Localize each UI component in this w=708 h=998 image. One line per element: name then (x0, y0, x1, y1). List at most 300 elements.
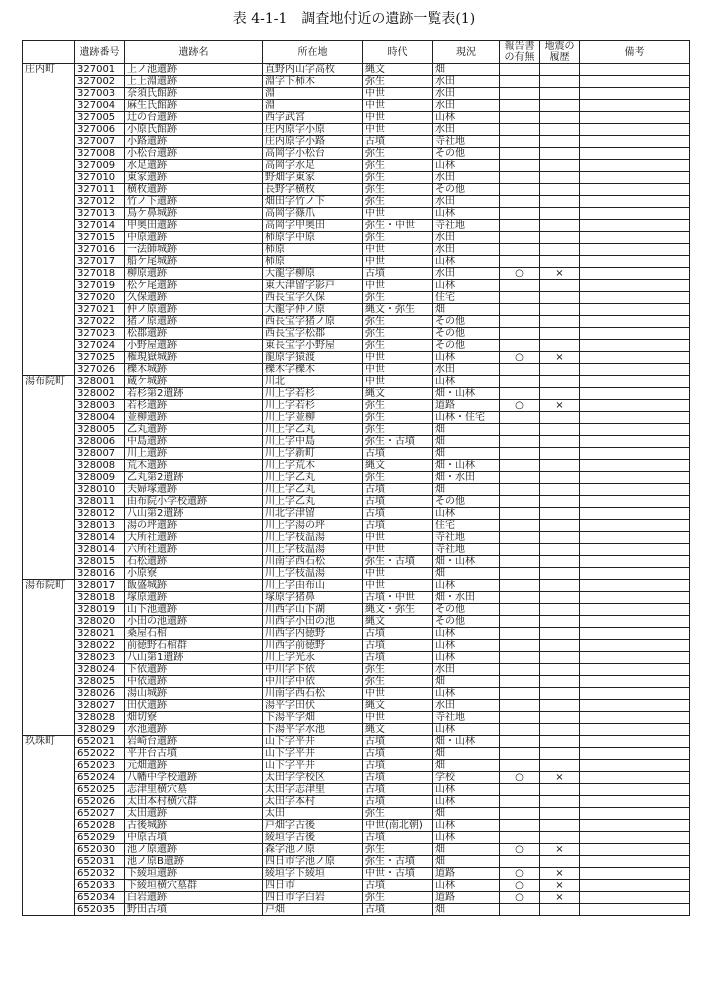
remarks-cell (580, 148, 690, 160)
table-row (23, 424, 690, 436)
site-number-cell: 328022 (75, 640, 125, 652)
site-name-cell: 山下池遺跡 (125, 604, 263, 616)
report-cell (500, 88, 540, 100)
report-cell (500, 64, 540, 76)
site-name-cell: 蔵ケ城跡 (125, 376, 263, 388)
era-cell: 中世 (363, 88, 433, 100)
table-row (23, 88, 690, 100)
header-row (23, 41, 690, 64)
report-cell (500, 148, 540, 160)
site-number-cell: 328021 (75, 628, 125, 640)
remarks-cell (580, 364, 690, 376)
municipality-cell (23, 880, 75, 892)
era-cell: 弥生・古墳 (363, 556, 433, 568)
remarks-cell (580, 904, 690, 916)
report-cell (500, 856, 540, 868)
header-location: 所在地 (263, 41, 363, 64)
location-cell: 直野内山字高枚 (263, 64, 363, 76)
current-state-cell: 寺社地 (433, 532, 500, 544)
site-number-cell: 327002 (75, 76, 125, 88)
location-cell: 櫟木字櫟木 (263, 364, 363, 376)
remarks-cell (580, 220, 690, 232)
earthquake-cell: × (540, 268, 580, 280)
earthquake-cell (540, 520, 580, 532)
era-cell: 中世 (363, 568, 433, 580)
report-cell (500, 532, 540, 544)
era-cell: 中世 (363, 100, 433, 112)
location-cell: 高岡字水足 (263, 160, 363, 172)
site-number-cell: 652027 (75, 808, 125, 820)
site-name-cell: 小路遺跡 (125, 136, 263, 148)
remarks-cell (580, 292, 690, 304)
site-number-cell: 328011 (75, 496, 125, 508)
site-number-cell: 327026 (75, 364, 125, 376)
report-cell (500, 316, 540, 328)
current-state-cell: 道路 (433, 892, 500, 904)
site-number-cell: 327019 (75, 280, 125, 292)
earthquake-cell (540, 124, 580, 136)
era-cell: 中世・古墳 (363, 868, 433, 880)
earthquake-cell (540, 112, 580, 124)
report-cell (500, 700, 540, 712)
location-cell: 太田字志津里 (263, 784, 363, 796)
site-name-cell: 中島遺跡 (125, 436, 263, 448)
era-cell: 中世 (363, 688, 433, 700)
site-number-cell: 652026 (75, 796, 125, 808)
earthquake-cell (540, 820, 580, 832)
location-cell: 川上字由布山 (263, 580, 363, 592)
location-cell: 川西字内徳野 (263, 628, 363, 640)
municipality-cell (23, 232, 75, 244)
remarks-cell (580, 268, 690, 280)
municipality-cell (23, 340, 75, 352)
era-cell: 古墳 (363, 832, 433, 844)
report-cell (500, 628, 540, 640)
municipality-cell (23, 388, 75, 400)
site-name-cell: 湯山城跡 (125, 688, 263, 700)
municipality-cell (23, 220, 75, 232)
location-cell: 湯平字田伏 (263, 700, 363, 712)
table-row (23, 712, 690, 724)
table-row (23, 292, 690, 304)
earthquake-cell (540, 172, 580, 184)
report-cell (500, 832, 540, 844)
municipality-cell (23, 832, 75, 844)
report-cell (500, 136, 540, 148)
era-cell: 弥生 (363, 148, 433, 160)
current-state-cell: 山林 (433, 280, 500, 292)
site-name-cell: 乙丸第2遺跡 (125, 472, 263, 484)
site-name-cell: 湯の坪遺跡 (125, 520, 263, 532)
site-number-cell: 328013 (75, 520, 125, 532)
municipality-cell (23, 856, 75, 868)
site-name-cell: 竹ノ下遺跡 (125, 196, 263, 208)
municipality-cell (23, 676, 75, 688)
earthquake-cell (540, 280, 580, 292)
table-row (23, 664, 690, 676)
era-cell: 縄文 (363, 388, 433, 400)
table-row (23, 124, 690, 136)
site-name-cell: 六所社遺跡 (125, 544, 263, 556)
current-state-cell: その他 (433, 496, 500, 508)
location-cell: 西字武宮 (263, 112, 363, 124)
current-state-cell: 水田 (433, 88, 500, 100)
earthquake-cell (540, 88, 580, 100)
earthquake-cell (540, 436, 580, 448)
table-row (23, 628, 690, 640)
site-name-cell: 船ケ尾城跡 (125, 256, 263, 268)
earthquake-cell (540, 724, 580, 736)
site-name-cell: 仲ノ原遺跡 (125, 304, 263, 316)
header-report: 報告書の有無 (500, 41, 540, 64)
site-number-cell: 327003 (75, 88, 125, 100)
location-cell: 太田 (263, 808, 363, 820)
era-cell: 古墳 (363, 508, 433, 520)
table-row (23, 400, 690, 412)
site-name-cell: 水池遺跡 (125, 724, 263, 736)
report-cell (500, 520, 540, 532)
earthquake-cell (540, 388, 580, 400)
table-row (23, 244, 690, 256)
earthquake-cell: × (540, 772, 580, 784)
site-number-cell: 327008 (75, 148, 125, 160)
site-number-cell: 652028 (75, 820, 125, 832)
current-state-cell: 水田 (433, 244, 500, 256)
current-state-cell: 畑 (433, 676, 500, 688)
earthquake-cell (540, 196, 580, 208)
location-cell: 東大津留字影戸 (263, 280, 363, 292)
municipality-cell (23, 568, 75, 580)
remarks-cell (580, 304, 690, 316)
current-state-cell: 畑・水田 (433, 472, 500, 484)
era-cell: 弥生 (363, 172, 433, 184)
era-cell: 縄文 (363, 64, 433, 76)
table-row (23, 376, 690, 388)
site-number-cell: 328003 (75, 400, 125, 412)
site-name-cell: 上上淵遺跡 (125, 76, 263, 88)
site-number-cell: 327013 (75, 208, 125, 220)
current-state-cell: 畑 (433, 436, 500, 448)
era-cell: 弥生 (363, 160, 433, 172)
site-number-cell: 327009 (75, 160, 125, 172)
era-cell: 縄文 (363, 616, 433, 628)
earthquake-cell (540, 664, 580, 676)
remarks-cell (580, 604, 690, 616)
site-number-cell: 327017 (75, 256, 125, 268)
site-number-cell: 327004 (75, 100, 125, 112)
table-row (23, 652, 690, 664)
site-name-cell: 上ノ池遺跡 (125, 64, 263, 76)
report-cell (500, 724, 540, 736)
current-state-cell: 畑・山林 (433, 556, 500, 568)
remarks-cell (580, 628, 690, 640)
site-number-cell: 652035 (75, 904, 125, 916)
location-cell: 中川字中依 (263, 676, 363, 688)
remarks-cell (580, 592, 690, 604)
location-cell: 川上字並柳 (263, 412, 363, 424)
site-number-cell: 652033 (75, 880, 125, 892)
earthquake-cell (540, 412, 580, 424)
report-cell (500, 472, 540, 484)
site-number-cell: 328012 (75, 508, 125, 520)
location-cell: 龍原字猿渡 (263, 352, 363, 364)
report-cell (500, 256, 540, 268)
current-state-cell: その他 (433, 184, 500, 196)
report-cell (500, 796, 540, 808)
location-cell: 綾垣字古後 (263, 832, 363, 844)
site-name-cell: 田伏遺跡 (125, 700, 263, 712)
earthquake-cell (540, 784, 580, 796)
table-row (23, 472, 690, 484)
municipality-cell (23, 400, 75, 412)
remarks-cell (580, 256, 690, 268)
remarks-cell (580, 844, 690, 856)
site-number-cell: 328010 (75, 484, 125, 496)
location-cell: 東長宝字小野屋 (263, 340, 363, 352)
location-cell: 西長宝字猪ノ原 (263, 316, 363, 328)
municipality-cell (23, 688, 75, 700)
site-name-cell: 太田本村横穴群 (125, 796, 263, 808)
site-number-cell: 327018 (75, 268, 125, 280)
era-cell: 古墳 (363, 880, 433, 892)
table-row (23, 544, 690, 556)
remarks-cell (580, 280, 690, 292)
earthquake-cell (540, 328, 580, 340)
current-state-cell: 畑・水田 (433, 592, 500, 604)
location-cell: 中川字下依 (263, 664, 363, 676)
earthquake-cell (540, 448, 580, 460)
table-row (23, 220, 690, 232)
municipality-cell (23, 700, 75, 712)
remarks-cell (580, 664, 690, 676)
table-row (23, 592, 690, 604)
era-cell: 縄文 (363, 724, 433, 736)
report-cell (500, 100, 540, 112)
location-cell: 川上字荒木 (263, 460, 363, 472)
era-cell: 中世 (363, 280, 433, 292)
era-cell: 弥生 (363, 328, 433, 340)
era-cell: 古墳 (363, 736, 433, 748)
location-cell: 川南字西石松 (263, 688, 363, 700)
report-cell (500, 172, 540, 184)
current-state-cell: 水田 (433, 124, 500, 136)
current-state-cell: 畑・山林 (433, 460, 500, 472)
site-name-cell: 乙丸遺跡 (125, 424, 263, 436)
site-name-cell: 八山第2遺跡 (125, 508, 263, 520)
remarks-cell (580, 868, 690, 880)
current-state-cell: その他 (433, 340, 500, 352)
current-state-cell: 山林 (433, 352, 500, 364)
current-state-cell: 山林 (433, 112, 500, 124)
era-cell: 弥生 (363, 340, 433, 352)
table-row (23, 904, 690, 916)
table-row (23, 352, 690, 364)
site-name-cell: 中原古墳 (125, 832, 263, 844)
report-cell (500, 604, 540, 616)
site-name-cell: 前徳野石棺群 (125, 640, 263, 652)
municipality-cell (23, 436, 75, 448)
municipality-cell (23, 304, 75, 316)
municipality-cell (23, 184, 75, 196)
remarks-cell (580, 172, 690, 184)
current-state-cell: 畑 (433, 760, 500, 772)
report-cell (500, 364, 540, 376)
table-row (23, 568, 690, 580)
earthquake-cell (540, 832, 580, 844)
earthquake-cell (540, 856, 580, 868)
location-cell: 長野字横枚 (263, 184, 363, 196)
era-cell: 縄文 (363, 460, 433, 472)
site-number-cell: 652032 (75, 868, 125, 880)
location-cell: 淵 (263, 100, 363, 112)
site-number-cell: 327006 (75, 124, 125, 136)
earthquake-cell (540, 676, 580, 688)
current-state-cell: 水田 (433, 268, 500, 280)
site-name-cell: 岩崎台遺跡 (125, 736, 263, 748)
site-name-cell: 平井台古墳 (125, 748, 263, 760)
earthquake-cell (540, 580, 580, 592)
remarks-cell (580, 136, 690, 148)
remarks-cell (580, 712, 690, 724)
table-row (23, 724, 690, 736)
era-cell: 中世 (363, 352, 433, 364)
era-cell: 縄文 (363, 700, 433, 712)
table-row (23, 856, 690, 868)
site-number-cell: 328007 (75, 448, 125, 460)
municipality-cell (23, 148, 75, 160)
site-number-cell: 327021 (75, 304, 125, 316)
remarks-cell (580, 100, 690, 112)
remarks-cell (580, 340, 690, 352)
report-cell (500, 292, 540, 304)
header-era: 時代 (363, 41, 433, 64)
site-name-cell: 志津里横穴墓 (125, 784, 263, 796)
current-state-cell: 山林 (433, 256, 500, 268)
era-cell: 縄文・弥生 (363, 304, 433, 316)
current-state-cell: 山林 (433, 832, 500, 844)
site-name-cell: 八山第1遺跡 (125, 652, 263, 664)
table-row (23, 328, 690, 340)
earthquake-cell (540, 460, 580, 472)
earthquake-cell (540, 652, 580, 664)
site-name-cell: 大所社遺跡 (125, 532, 263, 544)
remarks-cell (580, 196, 690, 208)
earthquake-cell (540, 160, 580, 172)
location-cell: 山下字平井 (263, 760, 363, 772)
municipality-cell (23, 364, 75, 376)
site-name-cell: 一法師城跡 (125, 244, 263, 256)
current-state-cell: 水田 (433, 664, 500, 676)
remarks-cell (580, 76, 690, 88)
site-name-cell: 飯盛城跡 (125, 580, 263, 592)
report-cell: ○ (500, 772, 540, 784)
era-cell: 弥生 (363, 472, 433, 484)
report-cell (500, 424, 540, 436)
current-state-cell: 水田 (433, 100, 500, 112)
location-cell: 川西字山下湖 (263, 604, 363, 616)
location-cell: 川上字新町 (263, 448, 363, 460)
site-name-cell: 由布院小学校遺跡 (125, 496, 263, 508)
earthquake-cell (540, 496, 580, 508)
earthquake-cell (540, 100, 580, 112)
remarks-cell (580, 736, 690, 748)
site-number-cell: 328024 (75, 664, 125, 676)
remarks-cell (580, 676, 690, 688)
location-cell: 川南字西石松 (263, 556, 363, 568)
municipality-cell (23, 592, 75, 604)
report-cell (500, 244, 540, 256)
site-name-cell: 辻の台遺跡 (125, 112, 263, 124)
site-name-cell: 白岩遺跡 (125, 892, 263, 904)
municipality-cell (23, 328, 75, 340)
earthquake-cell (540, 592, 580, 604)
table-row (23, 100, 690, 112)
site-number-cell: 327014 (75, 220, 125, 232)
table-row (23, 256, 690, 268)
site-name-cell: 松郡遺跡 (125, 328, 263, 340)
report-cell (500, 760, 540, 772)
site-number-cell: 327010 (75, 172, 125, 184)
site-number-cell: 652022 (75, 748, 125, 760)
current-state-cell: 畑 (433, 568, 500, 580)
current-state-cell: 畑 (433, 424, 500, 436)
municipality-cell: 湯布院町 (23, 580, 75, 592)
site-number-cell: 652029 (75, 832, 125, 844)
era-cell: 中世 (363, 112, 433, 124)
location-cell: 柿原字中原 (263, 232, 363, 244)
site-name-cell: 久保遺跡 (125, 292, 263, 304)
site-number-cell: 328025 (75, 676, 125, 688)
era-cell: 弥生 (363, 76, 433, 88)
municipality-cell: 湯布院町 (23, 376, 75, 388)
report-cell (500, 736, 540, 748)
current-state-cell: 畑 (433, 808, 500, 820)
municipality-cell (23, 268, 75, 280)
era-cell: 古墳 (363, 268, 433, 280)
table-row (23, 700, 690, 712)
current-state-cell: 寺社地 (433, 220, 500, 232)
site-name-cell: 中依遺跡 (125, 676, 263, 688)
site-name-cell: 横枚遺跡 (125, 184, 263, 196)
site-number-cell: 327015 (75, 232, 125, 244)
site-number-cell: 328002 (75, 388, 125, 400)
era-cell: 弥生・古墳 (363, 436, 433, 448)
site-number-cell: 328006 (75, 436, 125, 448)
municipality-cell (23, 280, 75, 292)
location-cell: 川上字光永 (263, 652, 363, 664)
table-row (23, 160, 690, 172)
municipality-cell (23, 508, 75, 520)
location-cell: 川西字小田の池 (263, 616, 363, 628)
remarks-cell (580, 796, 690, 808)
table-row (23, 808, 690, 820)
site-name-cell: 畑切寮 (125, 712, 263, 724)
era-cell: 古墳 (363, 520, 433, 532)
location-cell: 下湯平字畑 (263, 712, 363, 724)
remarks-cell (580, 544, 690, 556)
remarks-cell (580, 496, 690, 508)
table-row (23, 772, 690, 784)
location-cell: 西長宝字久保 (263, 292, 363, 304)
table-row (23, 148, 690, 160)
site-name-cell: 下依遺跡 (125, 664, 263, 676)
municipality-cell (23, 544, 75, 556)
report-cell: ○ (500, 892, 540, 904)
site-name-cell: 水足遺跡 (125, 160, 263, 172)
location-cell: 四日市字池ノ原 (263, 856, 363, 868)
table-body (23, 64, 690, 916)
current-state-cell: 水田 (433, 196, 500, 208)
